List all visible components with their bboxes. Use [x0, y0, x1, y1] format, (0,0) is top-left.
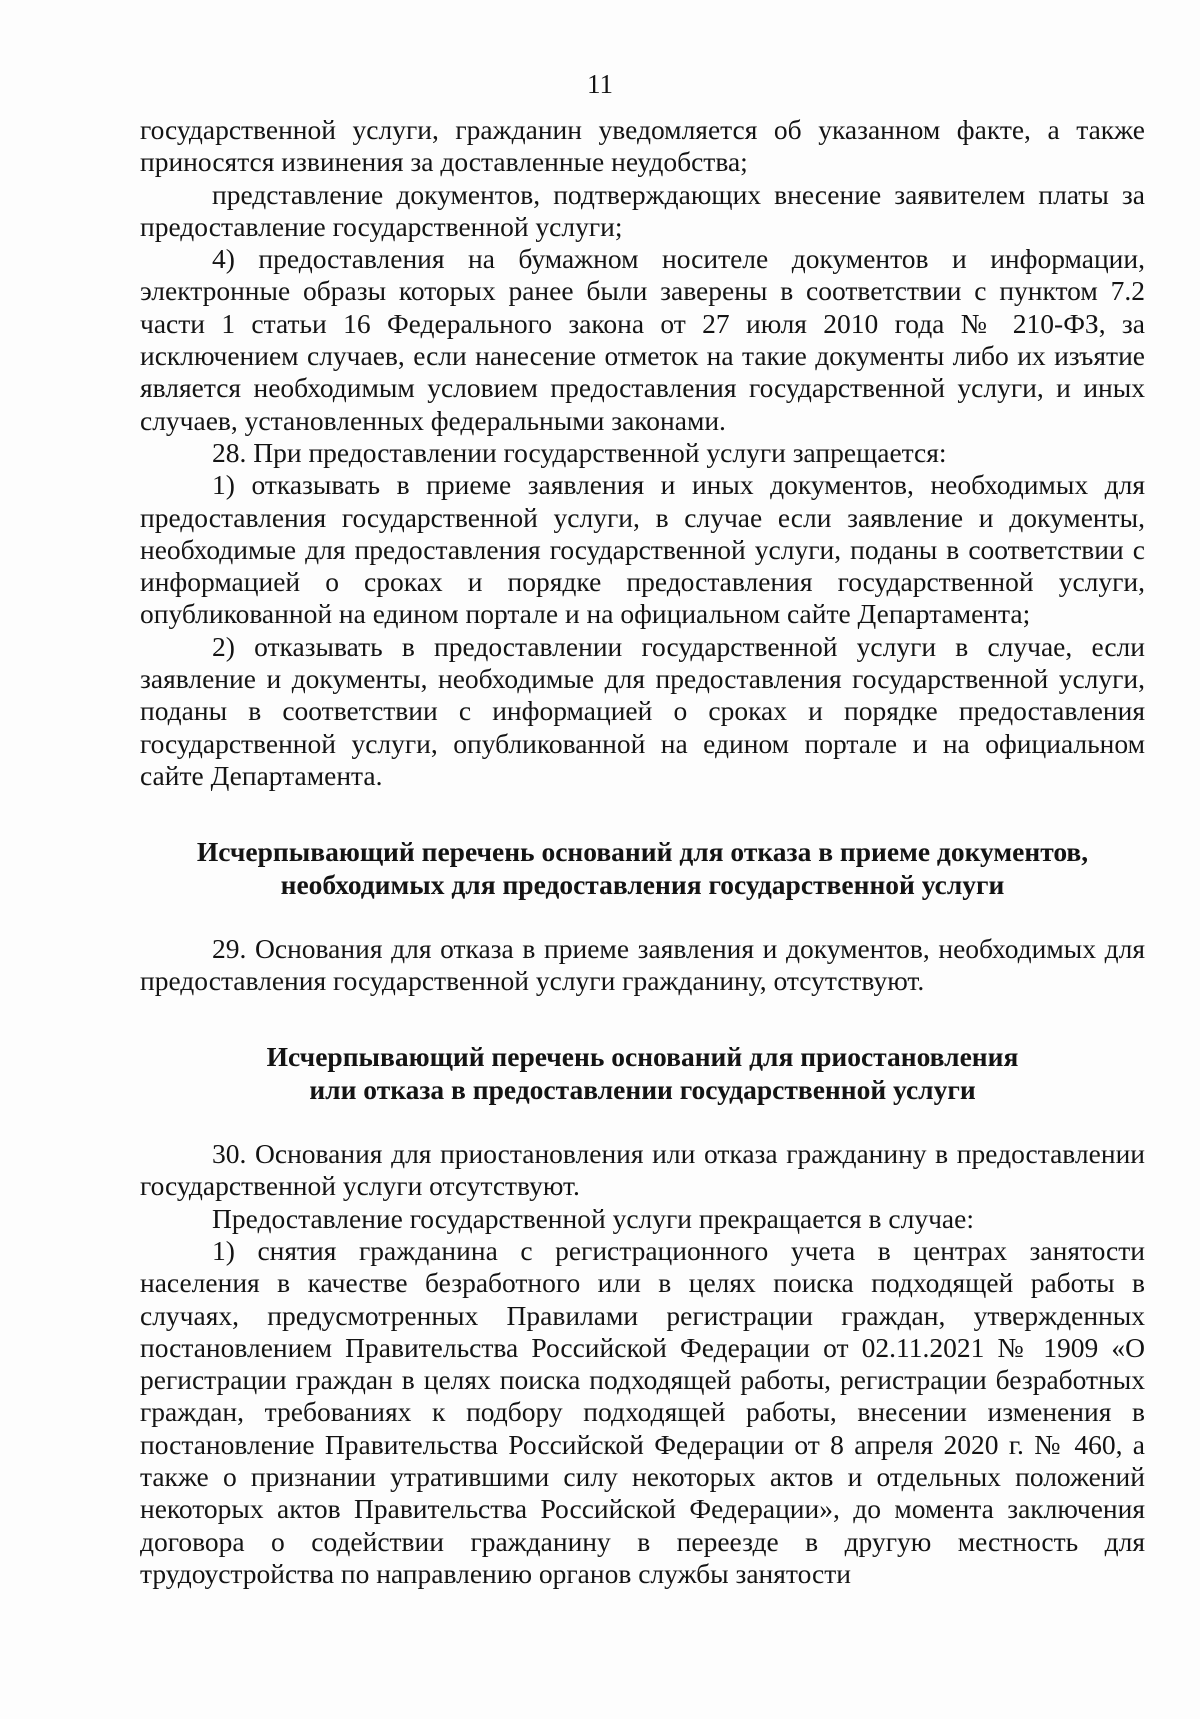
document-body	[140, 114, 1145, 1590]
spacer	[140, 792, 1145, 836]
page-number: 11	[587, 69, 613, 99]
paragraph-28-item-1: 1) отказывать в приеме заявления и иных документов, необходимых для предоставления государственной услуги, в случае если заявление и документы, необходимые для предоставления государственной услуги, поданы в соответствии с информацией о сроках и порядке предоставления государственной услуги, опубликованной на едином портале и на официальном сайте Департамента;	[140, 469, 1145, 630]
paragraph-30: 30. Основания для приостановления или отказа гражданину в предоставлении государственной услуги отсутствуют.	[140, 1138, 1145, 1202]
heading-line: Исчерпывающий перечень оснований для отказа в приеме документов,	[196, 836, 1089, 868]
paragraph-28: 28. При предоставлении государственной услуги запрещается:	[212, 436, 947, 468]
spacer	[140, 1106, 1145, 1138]
paragraph-29: 29. Основания для отказа в приеме заявления и документов, необходимых для предоставления государственной услуги гражданину, отсутствуют.	[140, 932, 1145, 997]
paragraph-termination-item-1: 1) снятия гражданина с регистрационного учета в центрах занятости населения в качестве безработного или в целях поиска подходящей работы в случаях, предусмотренных Правилами регистрации граждан, утвержденных постановлением Правительства Российской Федерации от 02.11.2021 № 1909 «О регистрации граждан в целях поиска подходящей работы, регистрации безработных граждан, требованиях к подбору подходящей работы, внесении изменения в постановление Правительства Российской Федерации от 8 апреля 2020 г. № 460, а также о признании утратившими силу некоторых актов и отдельных положений некоторых актов Правительства Российской Федерации», до момента заключения договора о содействии гражданину в переезде в другую местность для трудоустройства по направлению органов службы занятости	[140, 1234, 1145, 1589]
section-heading-refusal-acceptance	[140, 836, 1145, 901]
paragraph-28-item-2: 2) отказывать в предоставлении государственной услуги в случае, если заявление и документы, необходимые для предоставления государственной услуги, поданы в соответствии с информацией о сроках и порядке предоставления государственной услуги, опубликованной на едином портале и на официальном сайте Департамента.	[140, 630, 1145, 791]
heading-line: или отказа в предоставлении государственной услуги	[309, 1073, 976, 1105]
section-heading-suspension	[140, 1041, 1145, 1106]
spacer	[140, 901, 1145, 933]
heading-line: Исчерпывающий перечень оснований для приостановления	[266, 1041, 1019, 1073]
paragraph-payment-documents: представление документов, подтверждающих внесение заявителем платы за предоставление государственной услуги;	[140, 178, 1145, 242]
paragraph-item-4: 4) предоставления на бумажном носителе документов и информации, электронные образы которых ранее были заверены в соответствии с пунктом 7.2 части 1 статьи 16 Федерального закона от 27 июля 2010 года № 210-ФЗ, за исключением случаев, если нанесение отметок на такие документы либо их изъятие является необходимым условием предоставления государственной услуги, и иных случаев, установленных федеральными законами.	[140, 243, 1145, 436]
paragraph-termination: Предоставление государственной услуги прекращается в случае:	[212, 1202, 974, 1234]
paragraph-continuation: государственной услуги, гражданин уведомляется об указанном факте, а также приносятся извинения за доставленные неудобства;	[140, 114, 1145, 178]
spacer	[140, 997, 1145, 1041]
heading-line: необходимых для предоставления государственной услуги	[280, 868, 1005, 900]
